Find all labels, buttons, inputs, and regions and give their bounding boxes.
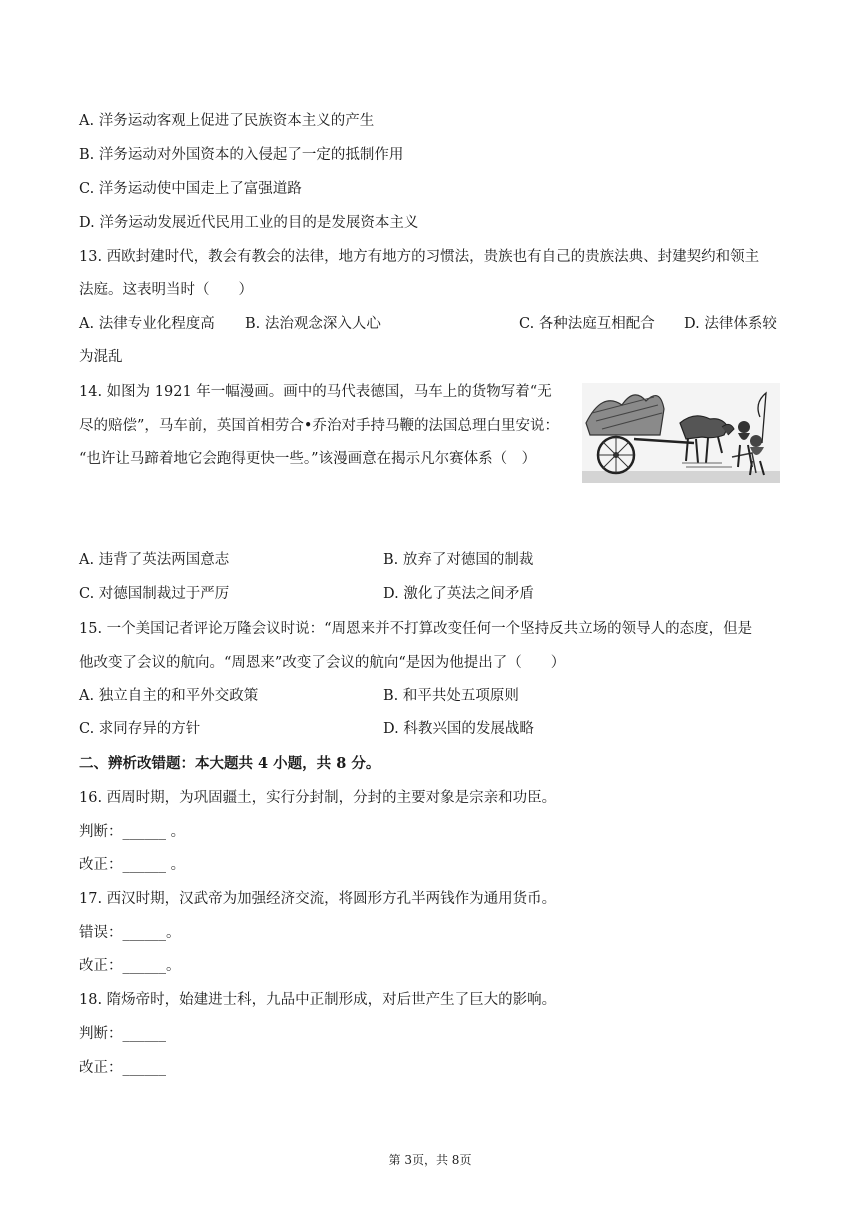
q14-option-a: A. 违背了英法两国意志 [79, 552, 230, 568]
q15-stem-line2: 他改变了会议的航向。“周恩来”改变了会议的航向“是因为他提出了（ ） [79, 655, 566, 671]
q18-stem: 18. 隋炀帝时，始建进士科，九品中正制形成，对后世产生了巨大的影响。 [79, 992, 557, 1008]
section-2-title: 二、辨析改错题：本大题共 4 小题，共 8 分。 [79, 755, 381, 772]
q16-stem: 16. 西周时期，为巩固疆土，实行分封制，分封的主要对象是宗亲和功臣。 [79, 790, 557, 806]
q15-option-b: B. 和平共处五项原则 [383, 688, 519, 704]
q14-option-c: C. 对德国制裁过于严厉 [79, 586, 230, 602]
q13-stem-line2: 法庭。这表明当时（ ） [79, 282, 253, 298]
q13-option-a: A. 法律专业化程度高 [79, 316, 215, 332]
q12-option-b: B. 洋务运动对外国资本的入侵起了一定的抵制作用 [79, 147, 404, 163]
q12-option-c: C. 洋务运动使中国走上了富强道路 [79, 181, 302, 197]
q17-error-line: 错误：______。 [79, 925, 181, 941]
q13-option-b: B. 法治观念深入人心 [245, 316, 381, 332]
q18-judge-line: 判断：______ [79, 1026, 166, 1042]
page-footer: 第 3页，共 8页 [388, 1153, 472, 1167]
q13-option-c: C. 各种法庭互相配合 [519, 316, 655, 332]
q14-stem-line1: 14. 如图为 1921 年一幅漫画。画中的马代表德国，马车上的货物写着“无 [79, 384, 552, 400]
q15-stem-line1: 15. 一个美国记者评论万隆会议时说：“周恩来并不打算改变任何一个坚持反共立场的领导人的态度，但是 [79, 621, 753, 637]
q16-correct-line: 改正：______ 。 [79, 857, 186, 873]
q14-option-b: B. 放弃了对德国的制裁 [383, 552, 534, 568]
q13-stem-line1: 13. 西欧封建时代，教会有教会的法律，地方有地方的习惯法，贵族也有自己的贵族法典、封建契约和领主 [79, 249, 760, 265]
q16-judge-line: 判断：______ 。 [79, 824, 186, 840]
q13-option-d-continued: 为混乱 [79, 349, 123, 365]
q14-stem-line2: 尽的赔偿”，马车前，英国首相劳合•乔治对手持马鞭的法国总理白里安说： [79, 418, 559, 434]
q13-option-d: D. 法律体系较 [684, 316, 777, 332]
cartoon-illustration [582, 383, 780, 483]
q15-option-d: D. 科教兴国的发展战略 [383, 721, 534, 737]
q12-option-d: D. 洋务运动发展近代民用工业的目的是发展资本主义 [79, 215, 419, 231]
q12-option-a: A. 洋务运动客观上促进了民族资本主义的产生 [79, 113, 375, 129]
q17-stem: 17. 西汉时期，汉武帝为加强经济交流，将圆形方孔半两钱作为通用货币。 [79, 891, 557, 907]
q14-stem-line3: “也许让马蹄着地它会跑得更快一些。”该漫画意在揭示凡尔赛体系（ ） [79, 451, 537, 467]
q18-correct-line: 改正：______ [79, 1060, 166, 1076]
q15-option-a: A. 独立自主的和平外交政策 [79, 688, 259, 704]
q15-option-c: C. 求同存异的方针 [79, 721, 201, 737]
q17-correct-line: 改正：______。 [79, 958, 181, 974]
q14-option-d: D. 激化了英法之间矛盾 [383, 586, 534, 602]
